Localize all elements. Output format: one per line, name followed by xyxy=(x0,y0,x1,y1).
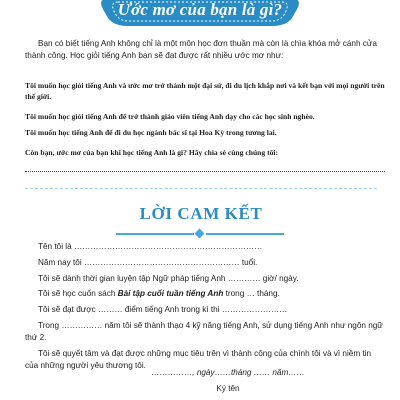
signature-label: Ký tên xyxy=(216,384,240,393)
dream-item: Tôi muốn học tiếng Anh để đi du học ngành bác sĩ tại Hoa Kỳ trong tương lai. xyxy=(25,128,277,137)
book-title: Bài tập cuối tuần tiếng Anh xyxy=(117,289,224,298)
pledge-heading xyxy=(25,202,377,227)
heading-diamond-icon xyxy=(195,229,205,239)
score-line[interactable]: Tôi sẽ đạt được ……… điểm tiếng Anh trong kì thi …………………… xyxy=(38,305,288,314)
section-divider xyxy=(25,188,377,189)
intro-paragraph: Bạn có biết tiếng Anh không chỉ là một môn học đơn thuần mà còn là chìa khóa mở cánh cửa thành công. Học giỏi tiếng Anh bạn sẽ đạt được rất nhiều ước mơ như: xyxy=(25,39,377,61)
pledge-title: LỜI CAM KẾT xyxy=(139,204,263,223)
banner-title: Ước mơ của bạn là gì? xyxy=(117,0,283,19)
answer-line[interactable] xyxy=(25,170,385,172)
dream-item: Tôi muốn học giỏi tiếng Anh để trở thành giáo viên tiếng Anh dạy cho các học sinh nghèo. xyxy=(25,112,315,121)
date-line[interactable]: ……………, ngày……tháng …… năm…… xyxy=(151,368,305,377)
skills-line[interactable]: Trong …………… năm tôi sẽ thành thạo 4 kỹ năng tiếng Anh, sử dụng tiếng Anh như ngôn ngữ thứ 2. xyxy=(25,321,383,342)
heading-underline-right xyxy=(206,233,284,235)
study-time-line[interactable]: Tôi sẽ dành thời gian luyện tập Ngữ pháp tiếng Anh ………… giờ/ ngày. xyxy=(38,274,299,283)
dream-item: Tôi muốn học giỏi tiếng Anh và ước mơ trở thành một đại sứ, đi du lịch khắp nơi và kết bạn với mọi người trên thế giới. xyxy=(25,81,385,101)
book-line[interactable]: Tôi sẽ học cuốn sách Bài tập cuối tuần tiếng Anh trong … tháng. xyxy=(38,289,280,298)
age-line[interactable]: Năm nay tôi ………………………………………………… tuổi. xyxy=(38,258,258,267)
heading-underline-left xyxy=(116,233,194,235)
dream-question: Còn bạn, ước mơ của bạn khi học tiếng Anh là gì? Hãy chia sẻ cùng chúng tôi: xyxy=(25,148,279,157)
commitment-paragraph: Tôi sẽ quyết tâm và đạt được những mục tiêu trên vì thành công của chính tôi và vì niềm tin của những người yêu thương tôi. xyxy=(25,349,372,370)
name-line[interactable]: Tên tôi là …………………………………………………………… xyxy=(38,242,263,251)
